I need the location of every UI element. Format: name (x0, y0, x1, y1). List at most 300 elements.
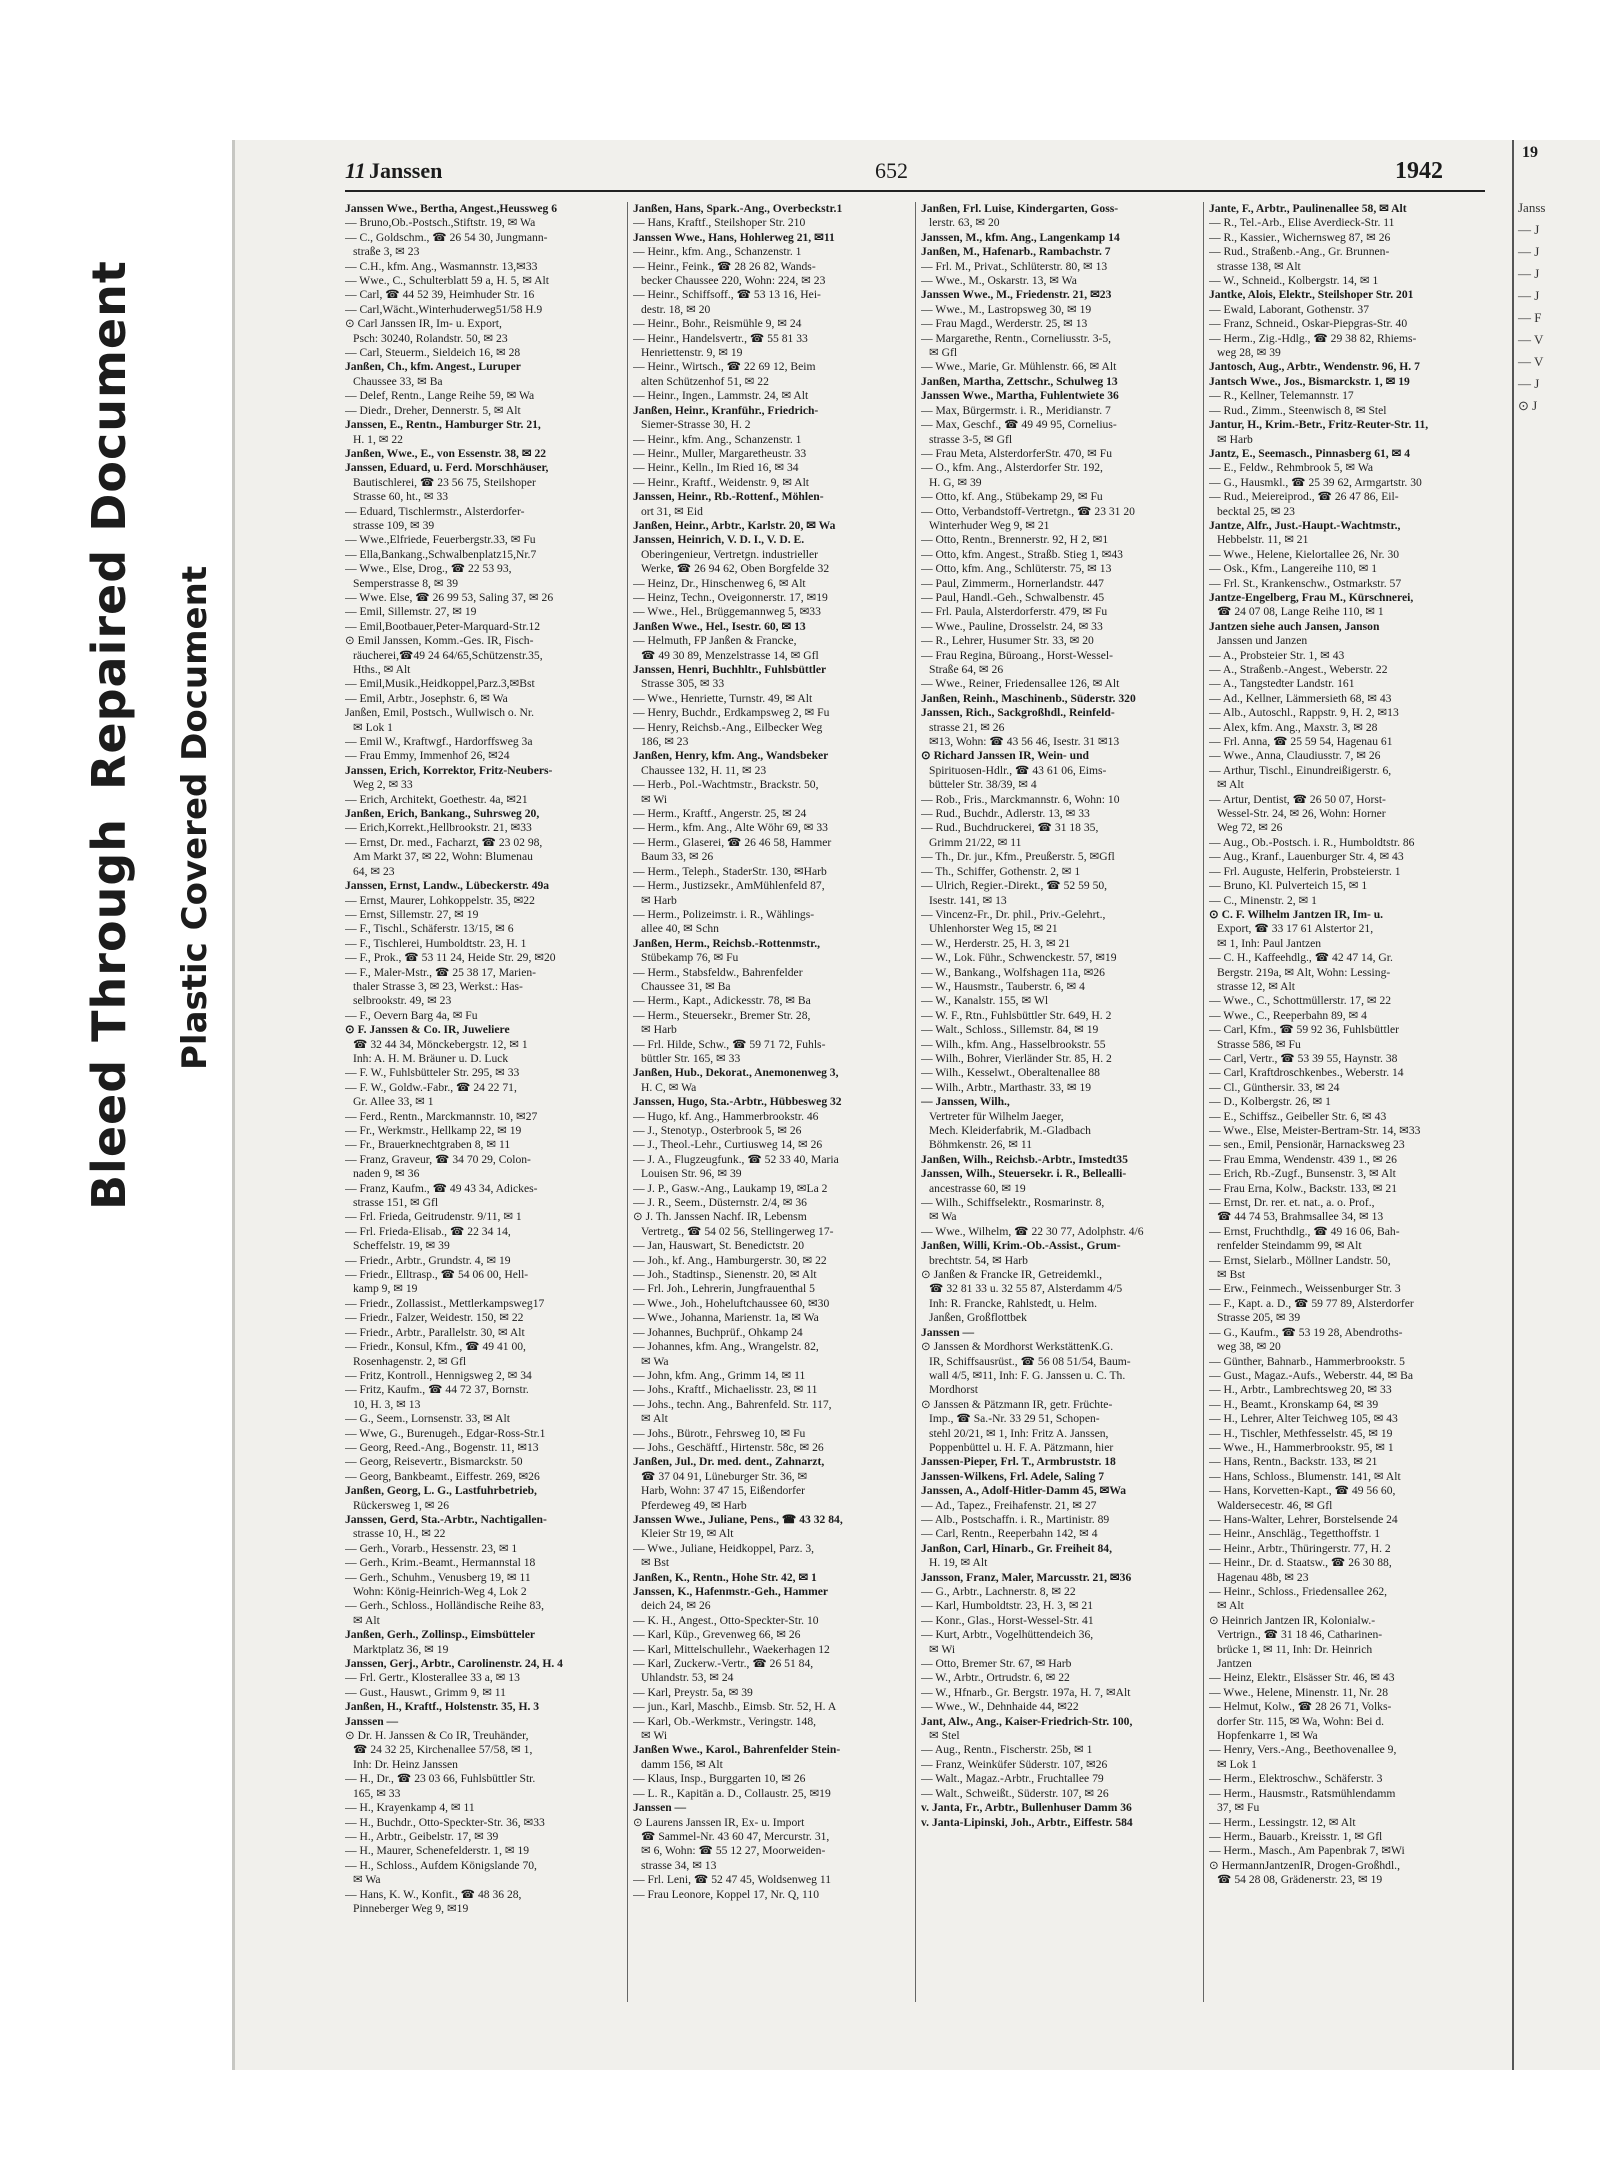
directory-entry-line: — Friedr., Elltrasp., ☎ 54 06 00, Hell- (345, 1268, 529, 1282)
directory-entry-line: strasse 151, ✉ Gfl (353, 1196, 439, 1210)
directory-entry-line: — Heinr., Arbtr., Thüringerstr. 77, H. 2 (1209, 1541, 1391, 1555)
directory-entry-line: — Kurt, Arbtr., Vogelhüttendeich 36, (921, 1628, 1094, 1642)
directory-entry-line: ⊙ Emil Janssen, Komm.-Ges. IR, Fisch- (345, 634, 534, 648)
condition-label-secondary: Plastic Covered Document (175, 565, 215, 1070)
directory-entry-line: ✉ Alt (1217, 778, 1244, 792)
page-surname-heading: Janssen (369, 158, 443, 183)
directory-entry-line: — C. H., Kaffeehdlg., ☎ 42 47 14, Gr. (1209, 951, 1393, 965)
directory-entry-line: selbrookstr. 49, ✉ 23 (353, 994, 452, 1008)
directory-entry-line: ⊙ Janßen & Francke IR, Getreidemkl., (921, 1268, 1102, 1282)
directory-entry-line: — R., Tel.-Arb., Elise Averdieck-Str. 11 (1209, 216, 1395, 230)
directory-entry-line: Janssen — (345, 1714, 399, 1728)
directory-entry-line: — Otto, kfm. Angest., Straßb. Stieg 1, ✉43 (921, 547, 1123, 561)
directory-entry-line: — Karl, Küp., Grevenweg 66, ✉ 26 (633, 1628, 801, 1642)
directory-entry-line: Vertreter für Wilhelm Jaeger, (929, 1109, 1064, 1123)
column-divider (1203, 202, 1204, 2002)
directory-entry-line: — A., Straßenb.-Angest., Weberstr. 22 (1209, 663, 1388, 676)
directory-entry-line: Jansson, Franz, Maler, Marcusstr. 21, ✉36 (921, 1570, 1132, 1584)
directory-entry-line: — Herm., Glaserei, ☎ 26 46 58, Hammer (633, 835, 832, 849)
directory-entry-line: — H., Maurer, Schenefelderstr. 1, ✉ 19 (345, 1844, 530, 1858)
directory-entry-line: — Otto, Rentn., Brennerstr. 92, H 2, ✉1 (921, 533, 1109, 547)
directory-entry-line: Bautischlerei, ☎ 23 56 75, Steilshoper (353, 475, 536, 489)
directory-entry-line: — Johannes, kfm. Ang., Wrangelstr. 82, (633, 1340, 819, 1354)
directory-entry-line: — Fr., Werkmstr., Hellkamp 22, ✉ 19 (345, 1124, 522, 1137)
directory-entry-line: — H., Dr., ☎ 23 03 66, Fuhlsbüttler Str. (345, 1772, 536, 1786)
directory-entry-line: 165, ✉ 33 (353, 1786, 401, 1800)
directory-entry-line: — W., Hausmstr., Tauberstr. 6, ✉ 4 (921, 979, 1085, 993)
directory-entry-line: — Ernst, Sielarb., Möllner Landstr. 50, (1209, 1253, 1391, 1267)
directory-entry-line: — C., Minenstr. 2, ✉ 1 (1209, 893, 1317, 907)
directory-entry-line: Janßen, Wilh., Reichsb.-Arbtr., Imstedt35 (921, 1152, 1128, 1166)
directory-entry-line: — L. R., Kapitän a. D., Collaustr. 25, ✉19 (633, 1786, 831, 1800)
directory-entry-line: Winterhuder Weg 9, ✉ 21 (929, 518, 1050, 532)
directory-entry-line: — F., Kapt. a. D., ☎ 59 77 89, Alsterdorfer (1209, 1296, 1414, 1310)
directory-entry-line: Janßen, Martha, Zettschr., Schulweg 13 (921, 374, 1118, 388)
directory-entry-line: Janssen Wwe., Bertha, Angest.,Heussweg 6 (345, 202, 558, 215)
directory-entry-line: — Wilh., Kesselwt., Oberaltenallee 88 (921, 1066, 1100, 1080)
directory-entry-line: — W., Schneid., Kolbergstr. 14, ✉ 1 (1209, 274, 1379, 288)
directory-entry-line: — Karl, Mittelschullehr., Waekerhagen 12 (633, 1642, 830, 1656)
directory-entry-line: — Aug., Ob.-Postsch. i. R., Humboldtstr. 86 (1209, 835, 1415, 849)
directory-entry-line: H. C, ✉ Wa (641, 1080, 697, 1094)
directory-entry-line: Jantzen siehe auch Jansen, Janson (1209, 619, 1380, 633)
directory-entry-line: strasse 138, ✉ Alt (1217, 259, 1301, 273)
directory-entry-line: Janssen-Pieper, Frl. T., Armbruststr. 18 (921, 1455, 1116, 1469)
directory-entry-line: — Karl, Ob.-Werkmstr., Veringstr. 148, (633, 1714, 817, 1728)
directory-entry-line: — Cl., Günthersir. 33, ✉ 24 (1209, 1080, 1340, 1094)
directory-entry-line: H. 19, ✉ Alt (929, 1556, 988, 1570)
directory-entry-line: — Ulrich, Regier.-Direkt., ☎ 52 59 50, (921, 879, 1108, 893)
directory-entry-line: — Frl. Hilde, Schw., ☎ 59 71 72, Fuhls- (633, 1037, 826, 1051)
directory-entry-line: — Wwe., Henriette, Turnstr. 49, ✉ Alt (633, 691, 813, 705)
directory-entry-line: — J. R., Seem., Düsternstr. 2/4, ✉ 36 (633, 1196, 807, 1210)
directory-entry-line: Janßen, Hans, Spark.-Ang., Overbeckstr.1 (633, 202, 843, 215)
directory-entry-line: — A., Probsteier Str. 1, ✉ 43 (1209, 648, 1345, 662)
directory-entry-line: weg 38, ✉ 20 (1217, 1340, 1281, 1354)
directory-entry-line: ✉ Gfl (929, 346, 958, 360)
directory-entry-line: — Friedr., Konsul, Kfm., ☎ 49 41 00, (345, 1340, 526, 1354)
directory-entry-line: Siemer-Strasse 30, H. 2 (641, 418, 751, 432)
directory-entry-line: ✉ Wa (641, 1354, 669, 1368)
directory-entry-line: Uhlandstr. 53, ✉ 24 (641, 1671, 734, 1685)
directory-entry-line: — Rob., Fris., Marckmannstr. 6, Wohn: 10 (921, 792, 1120, 806)
directory-entry-line: — Karl, Preystr. 5a, ✉ 39 (633, 1685, 753, 1699)
directory-entry-line: — Artur, Dentist, ☎ 26 50 07, Horst- (1209, 792, 1386, 806)
directory-entry-line: Wohn: König-Heinrich-Weg 4, Lok 2 (353, 1585, 527, 1598)
directory-entry-line: — Heinz, Elektr., Elsässer Str. 46, ✉ 43 (1209, 1671, 1395, 1685)
directory-entry-line: — Paul, Handl.-Geh., Schwalbenstr. 45 (921, 590, 1105, 604)
directory-entry-line: IR, Schiffsausrüst., ☎ 56 08 51/54, Baum- (929, 1354, 1131, 1368)
directory-entry-line: Janßen, K., Rentn., Hohe Str. 42, ✉ 1 (633, 1570, 817, 1584)
directory-entry-line: — Paul, Zimmerm., Hornerlandstr. 447 (921, 576, 1104, 590)
directory-entry-line: Henriettenstr. 9, ✉ 19 (641, 346, 743, 360)
directory-entry-line: — Heinr., Feink., ☎ 28 26 82, Wands- (633, 259, 816, 273)
directory-entry-line: ✉13, Wohn: ☎ 43 56 46, Isestr. 31 ✉13 (929, 735, 1120, 749)
directory-entry-line: — Wilh., Schiffselektr., Rosmarinstr. 8, (921, 1196, 1105, 1210)
directory-entry-line: — J. P., Gasw.-Ang., Laukamp 19, ✉La 2 (633, 1181, 828, 1195)
directory-entry-line: alten Schützenhof 51, ✉ 22 (641, 374, 769, 388)
adjacent-page-text: — J (1518, 222, 1540, 237)
directory-entry-line: — G., Arbtr., Lachnerstr. 8, ✉ 22 (921, 1585, 1076, 1598)
directory-column-3 (921, 202, 1177, 2022)
directory-entry-line: — Wilh., Bohrer, Vierländer Str. 85, H. 2 (921, 1051, 1112, 1065)
directory-entry-line: Jant, Alw., Ang., Kaiser-Friedrich-Str. 100, (921, 1714, 1133, 1728)
directory-entry-line: — Gust., Magaz.-Aufs., Weberstr. 44, ✉ Ba (1209, 1368, 1414, 1382)
directory-entry-line: — D., Kolbergstr. 26, ✉ 1 (1209, 1095, 1331, 1109)
directory-entry-line: Wessel-Str. 24, ✉ 26, Wohn: Horner (1217, 807, 1386, 821)
directory-entry-line: — Heinr., Kelln., Im Ried 16, ✉ 34 (633, 461, 799, 475)
directory-entry-line: Uhlenhorster Weg 15, ✉ 21 (929, 922, 1058, 936)
directory-entry-line: — Herb., Pol.-Wachtmstr., Brackstr. 50, (633, 778, 819, 792)
directory-entry-line: becker Chaussee 220, Wohn: 224, ✉ 23 (641, 274, 826, 288)
directory-entry-line: ⊙ J. Th. Janssen Nachf. IR, Lebensm (633, 1210, 807, 1224)
directory-entry-line: Janssen, E., Rentn., Hamburger Str. 21, (345, 418, 541, 432)
directory-entry-line: — Fr., Brauerknechtgraben 8, ✉ 11 (345, 1138, 511, 1152)
directory-entry-line: — Herm., Steuersekr., Bremer Str. 28, (633, 1008, 811, 1022)
directory-entry-line: — Franz, Weinküfer Süderstr. 107, ✉26 (921, 1757, 1108, 1771)
adjacent-page-number: 19 (1522, 144, 1538, 161)
directory-entry-line: Janssen, Rich., Sackgroßhdl., Reinfeld- (921, 706, 1115, 720)
directory-entry-line: — Friedr., Zollassist., Mettlerkampsweg17 (345, 1296, 545, 1310)
directory-entry-line: Rückersweg 1, ✉ 26 (353, 1498, 450, 1512)
directory-entry-line: — Konr., Glas., Horst-Wessel-Str. 41 (921, 1613, 1094, 1627)
directory-entry-line: strasse 21, ✉ 26 (929, 720, 1005, 734)
directory-entry-line: — Alex, kfm. Ang., Maxstr. 3, ✉ 28 (1209, 720, 1378, 734)
directory-entry-line: Janßen, Emil, Postsch., Wullwisch o. Nr. (345, 706, 534, 720)
directory-entry-line: — Herm., Teleph., StaderStr. 130, ✉Harb (633, 864, 827, 878)
directory-entry-line: — W., Bankang., Wolfshagen 11a, ✉26 (921, 965, 1105, 979)
directory-entry-line: Stübekamp 76, ✉ Fu (641, 951, 739, 965)
directory-entry-line: — Helmuth, FP Janßen & Francke, (633, 634, 797, 648)
directory-entry-line: — Carl, Rentn., Reeperbahn 142, ✉ 4 (921, 1527, 1098, 1541)
directory-entry-line: — Osk., Kfm., Langereihe 110, ✉ 1 (1209, 562, 1378, 576)
directory-entry-line: dorfer Str. 115, ✉ Wa, Wohn: Bei d. (1217, 1714, 1385, 1728)
directory-entry-line: Baum 33, ✉ 26 (641, 850, 714, 864)
directory-entry-line: brechtstr. 54, ✉ Harb (929, 1253, 1028, 1267)
directory-entry-line: — Ewald, Laborant, Gothenstr. 37 (1209, 302, 1370, 316)
directory-entry-line: ancestrasse 60, ✉ 19 (929, 1181, 1026, 1195)
directory-entry-line: — Frl. St., Krankenschw., Ostmarkstr. 57 (1209, 576, 1402, 590)
directory-entry-line: Janßen, Großflottbek (929, 1311, 1027, 1325)
directory-entry-line: — Frau Leonore, Koppel 17, Nr. Q, 110 (633, 1887, 820, 1901)
adjacent-page-text: — F (1518, 310, 1542, 325)
directory-entry-line: — Heinr., Handelsvertr., ☎ 55 81 33 (633, 331, 808, 345)
directory-entry-line: — F., Maler-Mstr., ☎ 25 38 17, Marien- (345, 965, 537, 979)
directory-entry-line: Janssen — (921, 1325, 975, 1339)
directory-entry-line: Mordhorst (929, 1383, 978, 1397)
column-divider (915, 202, 916, 2002)
directory-entry-line: — Wwe., Anna, Claudiusstr. 7, ✉ 26 (1209, 749, 1381, 763)
directory-entry-line: strasse 34, ✉ 13 (641, 1858, 717, 1872)
directory-entry-line: — C.H., kfm. Ang., Wasmannstr. 13,✉33 (345, 259, 538, 273)
directory-entry-line: — sen., Emil, Pensionär, Harnacksweg 23 (1209, 1138, 1405, 1152)
directory-entry-line: — Frau Erna, Kolw., Backstr. 133, ✉ 21 (1209, 1181, 1397, 1195)
directory-entry-line: Janssen Wwe., Martha, Fuhlentwiete 36 (921, 389, 1119, 403)
directory-entry-line: ☎ 37 04 91, Lüneburger Str. 36, ✉ (641, 1469, 808, 1483)
directory-entry-line: Hagenau 48b, ✉ 23 (1217, 1570, 1309, 1584)
directory-entry-line: deich 24, ✉ 26 (641, 1599, 711, 1613)
directory-entry-line: — Rud., Buchdruckerei, ☎ 31 18 35, (921, 821, 1099, 835)
directory-entry-line: — Herm., Polizeimstr. i. R., Wählings- (633, 907, 815, 921)
directory-entry-line: Janßen, Erich, Bankang., Suhrsweg 20, (345, 807, 540, 821)
directory-column-2 (633, 202, 889, 2022)
directory-entry-line: Janssen, Heinrich, V. D. I., V. D. E. (633, 533, 805, 547)
directory-entry-line: — Frl. Anna, ☎ 25 59 54, Hagenau 61 (1209, 735, 1393, 749)
directory-entry-line: ✉ Bst (641, 1556, 670, 1570)
directory-entry-line: — Herm., Masch., Am Papenbrak 7, ✉Wi (1209, 1844, 1405, 1858)
directory-entry-line: — Heinr., Schloss., Friedensallee 262, (1209, 1585, 1388, 1598)
directory-entry-line: ✉ Wi (929, 1642, 956, 1656)
directory-entry-line: ✉ Bst (1217, 1268, 1246, 1282)
directory-entry-line: ✉ Wi (641, 792, 668, 806)
directory-entry-line: Vertrign., ☎ 31 18 46, Catharinen- (1217, 1628, 1383, 1642)
directory-entry-line: Janssen, M., kfm. Ang., Langenkamp 14 (921, 230, 1120, 244)
directory-entry-line: — Hugo, kf. Ang., Hammerbrookstr. 46 (633, 1109, 819, 1123)
directory-year: 1942 (1395, 158, 1443, 184)
directory-entry-line: — K. H., Angest., Otto-Speckter-Str. 10 (633, 1613, 819, 1627)
adjacent-page-text: — V (1518, 332, 1544, 347)
directory-entry-line: Oberingenieur, Vertretgn. industrieller (641, 547, 819, 561)
directory-entry-line: — Frl. Paula, Alsterdorferstr. 479, ✉ Fu (921, 605, 1108, 619)
directory-entry-line: — Herm., Kraftf., Angerstr. 25, ✉ 24 (633, 807, 807, 821)
directory-entry-line: — Heinr., Dr. d. Staatsw., ☎ 26 30 88, (1209, 1556, 1392, 1570)
directory-entry-line: — Henry, Vers.-Ang., Beethovenallee 9, (1209, 1743, 1397, 1757)
directory-entry-line: Inh: Dr. Heinz Janssen (353, 1757, 458, 1771)
directory-entry-line: — Wwe., Juliane, Heidkoppel, Parz. 3, (633, 1541, 815, 1555)
directory-entry-line: — Gerh., Schloss., Holländische Reihe 83, (345, 1599, 544, 1613)
directory-entry-line: — F., Prok., ☎ 53 11 24, Heide Str. 29, ✉20 (345, 951, 556, 965)
directory-entry-line: Janßen, Heinr., Arbtr., Karlstr. 20, ✉ Wa (633, 518, 836, 532)
directory-entry-line: Pinneberger Weg 9, ✉19 (353, 1901, 469, 1915)
directory-entry-line: — Ernst, Fruchthdlg., ☎ 49 16 06, Bah- (1209, 1224, 1400, 1238)
directory-entry-line: — Bruno, Kl. Pulverteich 15, ✉ 1 (1209, 879, 1368, 893)
adjacent-page-text: ⊙ J (1518, 398, 1538, 413)
directory-entry-line: ✉ Harb (1217, 432, 1253, 446)
directory-entry-line: — Franz, Graveur, ☎ 34 70 29, Colon- (345, 1152, 531, 1166)
directory-entry-line: ⊙ Dr. H. Janssen & Co IR, Treuhänder, (345, 1729, 529, 1743)
directory-entry-line: — Heinr., kfm. Ang., Schanzenstr. 1 (633, 432, 802, 446)
directory-entry-line: Jantke, Alois, Elektr., Steilshoper Str. 201 (1209, 288, 1414, 302)
directory-entry-line: — Franz, Schneid., Oskar-Piepgras-Str. 40 (1209, 317, 1408, 331)
directory-entry-line: — Johs., techn. Ang., Bahrenfeld. Str. 117, (633, 1397, 832, 1411)
directory-entry-line: Inh: R. Francke, Rahlstedt, u. Helm. (929, 1296, 1098, 1310)
directory-entry-line: — W., Kanalstr. 155, ✉ Wl (921, 994, 1049, 1008)
directory-entry-line: Rosenhagenstr. 2, ✉ Gfl (353, 1354, 467, 1368)
directory-entry-line: — Aug., Rentn., Fischerstr. 25b, ✉ 1 (921, 1743, 1093, 1757)
directory-entry-line: Strasse 305, ✉ 33 (641, 677, 725, 691)
directory-entry-line: — Ad., Kellner, Lämmersieth 68, ✉ 43 (1209, 691, 1392, 705)
directory-entry-line: — H., Tischler, Methfesselstr. 45, ✉ 19 (1209, 1426, 1393, 1440)
directory-entry-line: — Herm., Lessingstr. 12, ✉ Alt (1209, 1815, 1356, 1829)
directory-entry-line: allee 40, ✉ Schn (641, 922, 719, 936)
directory-entry-line: — Henry, Buchdr., Erdkampsweg 2, ✉ Fu (633, 706, 830, 720)
directory-entry-line: — Heinr., Anschläg., Tegetthoffstr. 1 (1209, 1527, 1381, 1541)
directory-entry-line: — J. A., Flugzeugfunk., ☎ 52 33 40, Maria (633, 1152, 839, 1166)
directory-entry-line: Janssen, Heinr., Rb.-Rottenf., Möhlen- (633, 490, 824, 504)
directory-entry-line: — Heinr., Kraftf., Weidenstr. 9, ✉ Alt (633, 475, 810, 489)
directory-entry-line: — H., Buchdr., Otto-Speckter-Str. 36, ✉33 (345, 1815, 545, 1829)
directory-entry-line: Janßen, Jul., Dr. med. dent., Zahnarzt, (633, 1455, 825, 1469)
directory-entry-line: — Heinr., Bohr., Reismühle 9, ✉ 24 (633, 317, 802, 331)
directory-entry-line: Werke, ☎ 26 94 62, Oben Borgfelde 32 (641, 562, 830, 576)
directory-entry-line: bütteler Str. 38/39, ✉ 4 (929, 778, 1037, 792)
adjacent-page-text: Janss (1518, 200, 1546, 215)
directory-entry-line: — Klaus, Insp., Burggarten 10, ✉ 26 (633, 1772, 806, 1786)
directory-entry-line: — Frau Magd., Werderstr. 25, ✉ 13 (921, 317, 1088, 331)
directory-entry-line: ☎ 54 28 08, Grädenerstr. 23, ✉ 19 (1217, 1873, 1383, 1887)
directory-entry-line: — Max, Geschf., ☎ 49 49 95, Cornelius- (921, 418, 1117, 432)
directory-entry-line: Chaussee 33, ✉ Ba (353, 374, 443, 388)
directory-entry-line: — Frl. Frieda, Geitrudenstr. 9/11, ✉ 1 (345, 1210, 522, 1224)
directory-entry-line: — Aug., Kranf., Lauenburger Str. 4, ✉ 43 (1209, 850, 1404, 864)
directory-entry-line: — Franz, Kaufm., ☎ 49 43 34, Adickes- (345, 1181, 538, 1195)
directory-entry-line: — Frau Regina, Büroang., Horst-Wessel- (921, 648, 1113, 662)
directory-entry-line: — Friedr., Arbtr., Parallelstr. 30, ✉ Alt (345, 1325, 525, 1339)
directory-entry-line: ort 31, ✉ Eid (641, 504, 703, 518)
directory-entry-line: Hebbelstr. 11, ✉ 21 (1217, 533, 1309, 547)
directory-entry-line: — Carl,Wächt.,Winterhuderweg51/58 H.9 (345, 302, 543, 316)
directory-entry-line: — Hans, K. W., Konfit., ☎ 48 36 28, (345, 1887, 522, 1901)
directory-entry-line: — Hans, Schloss., Blumenstr. 141, ✉ Alt (1209, 1469, 1401, 1483)
directory-entry-line: — Janssen, Wilh., (921, 1095, 1010, 1109)
directory-entry-line: Jantze-Engelberg, Frau M., Kürschnerei, (1209, 590, 1414, 604)
directory-entry-line: — Ernst, Dr. rer. et. nat., a. o. Prof., (1209, 1196, 1375, 1210)
directory-entry-line: Janßen Wwe., Hel., Isestr. 60, ✉ 13 (633, 619, 806, 633)
directory-entry-line: — Joh., Stadtinsp., Sienenstr. 20, ✉ Alt (633, 1268, 817, 1282)
directory-entry-line: — Karl, Humboldtstr. 23, H. 3, ✉ 21 (921, 1599, 1094, 1613)
adjacent-page-text: — J (1518, 376, 1540, 391)
directory-entry-line: — Friedr., Arbtr., Grundstr. 4, ✉ 19 (345, 1253, 511, 1267)
directory-entry-line: destr. 18, ✉ 20 (641, 302, 711, 316)
directory-entry-line: Chaussee 31, ✉ Ba (641, 979, 731, 993)
directory-entry-line: — Carl, Kraftdroschkenbes., Weberstr. 14 (1209, 1066, 1404, 1080)
directory-entry-line: — Rud., Buchdr., Adlerstr. 13, ✉ 33 (921, 807, 1090, 821)
directory-entry-line: Poppenbüttel u. H. F. A. Pätzmann, hier (929, 1440, 1114, 1454)
directory-entry-line: ☎ 32 81 33 u. 32 55 87, Alsterdamm 4/5 (929, 1282, 1123, 1296)
directory-entry-line: — G., Seem., Lornsenstr. 33, ✉ Alt (345, 1412, 510, 1426)
directory-entry-line: Jante, F., Arbtr., Paulinenallee 58, ✉ Alt (1209, 202, 1407, 215)
directory-entry-line: — Carl, ☎ 44 52 39, Heimhuder Str. 16 (345, 288, 535, 302)
directory-entry-line: Jantur, H., Krim.-Betr., Fritz-Reuter-Str. 11, (1209, 418, 1429, 432)
directory-entry-line: Waldersecestr. 46, ✉ Gfl (1217, 1498, 1333, 1512)
directory-entry-line: — Walt., Schweißt., Süderstr. 107, ✉ 26 (921, 1786, 1109, 1800)
directory-entry-line: — Max, Bürgermstr. i. R., Meridianstr. 7 (921, 403, 1111, 417)
directory-entry-line: — Herm., Justizsekr., AmMühlenfeld 87, (633, 879, 825, 893)
directory-entry-line: — Rud., Zimm., Steenwisch 8, ✉ Stel (1209, 403, 1387, 417)
directory-entry-line: — Wwe., Marie, Gr. Mühlenstr. 66, ✉ Alt (921, 360, 1117, 374)
directory-entry-line: — Emil,Bootbauer,Peter-Marquard-Str.12 (345, 619, 541, 633)
directory-entry-line: Isestr. 141, ✉ 13 (929, 893, 1007, 907)
directory-entry-line: — Georg, Reisevertr., Bismarckstr. 50 (345, 1455, 523, 1469)
directory-entry-line: — H., Arbtr., Lambrechtsweg 20, ✉ 33 (1209, 1383, 1392, 1397)
directory-entry-line: — Frl. Frieda-Elisab., ☎ 22 34 14, (345, 1224, 511, 1238)
directory-entry-line: — Th., Schiffer, Gothenstr. 2, ✉ 1 (921, 864, 1081, 878)
directory-entry-line: — Emil W., Kraftwgf., Hardorffsweg 3a (345, 735, 533, 749)
directory-entry-line: brücke 1, ✉ 11, Inh: Dr. Heinrich (1217, 1642, 1373, 1656)
directory-entry-line: — Jan, Hauswart, St. Benedictstr. 20 (633, 1239, 804, 1253)
directory-entry-line: — Herm., kfm. Ang., Alte Wöhr 69, ✉ 33 (633, 821, 828, 835)
directory-entry-line: räucherei,☎49 24 64/65,Schützenstr.35, (353, 648, 543, 662)
directory-entry-line: Janßen, Gerh., Zollinsp., Eimsbütteler (345, 1628, 536, 1642)
page-number: 652 (875, 158, 908, 183)
directory-entry-line: Janssen, Gerj., Arbtr., Carolinenstr. 24, H. 4 (345, 1657, 563, 1671)
directory-entry-line: — Frl. Leni, ☎ 52 47 45, Woldsenweg 11 (633, 1873, 832, 1887)
directory-entry-line: — Diedr., Dreher, Dennerstr. 5, ✉ Alt (345, 403, 521, 417)
directory-entry-line: — W., Lok. Führ., Schwenckestr. 57, ✉19 (921, 951, 1117, 965)
directory-entry-line: Jantosch, Aug., Arbtr., Wendenstr. 96, H. 7 (1209, 360, 1420, 374)
directory-entry-line: — F. W., Goldw.-Fabr., ☎ 24 22 71, (345, 1080, 517, 1094)
page-header (345, 158, 1485, 188)
directory-entry-line: — Frl. Gertr., Klosterallee 33 a, ✉ 13 (345, 1671, 520, 1685)
directory-entry-line: — Henry, Reichsb.-Ang., Eilbecker Weg (633, 720, 823, 734)
directory-entry-line: — Wwe. Else, ☎ 26 99 53, Saling 37, ✉ 26 (345, 590, 554, 604)
directory-entry-line: — Günther, Bahnarb., Hammerbrookstr. 5 (1209, 1354, 1405, 1368)
directory-entry-line: Janßen, Herm., Reichsb.-Rottenmstr., (633, 936, 820, 950)
adjacent-page-text: — J (1518, 288, 1540, 303)
directory-entry-line: Janssen — (633, 1801, 687, 1815)
directory-entry-line: v. Janta-Lipinski, Joh., Arbtr., Eiffestr. 584 (921, 1815, 1133, 1829)
directory-entry-line: — W., Herderstr. 25, H. 3, ✉ 21 (921, 936, 1071, 950)
directory-entry-line: — Fritz, Kaufm., ☎ 44 72 37, Bornstr. (345, 1383, 529, 1397)
directory-entry-line: — H., Lehrer, Alter Teichweg 105, ✉ 43 (1209, 1412, 1398, 1426)
directory-entry-line: Strasse 586, ✉ Fu (1217, 1037, 1301, 1051)
directory-entry-line: Janssen und Janzen (1217, 634, 1308, 648)
directory-entry-line: — Ernst, Sillemstr. 27, ✉ 19 (345, 907, 479, 921)
directory-entry-line: — Herm., Hausmstr., Ratsmühlendamm (1209, 1786, 1396, 1800)
directory-entry-line: — Rud., Meiereiprod., ☎ 26 47 86, Eil- (1209, 490, 1399, 504)
directory-entry-line: — Wwe., C., Schulterblatt 59 a, H. 5, ✉ Alt (345, 274, 549, 288)
directory-entry-line: ✉ Harb (641, 893, 677, 907)
directory-entry-line: Straße 64, ✉ 26 (929, 663, 1004, 676)
directory-entry-line: Janßen, Reinh., Maschinenb., Süderstr. 320 (921, 691, 1136, 705)
directory-entry-line: Hopfenkarre 1, ✉ Wa (1217, 1729, 1318, 1743)
directory-entry-line: Janßen, M., Hafenarb., Rambachstr. 7 (921, 245, 1111, 259)
directory-entry-line: Vertretg., ☎ 54 02 56, Stellingerweg 17- (641, 1224, 834, 1238)
directory-entry-line: H. G, ✉ 39 (929, 475, 982, 489)
directory-entry-line: — Hans, Kraftf., Steilshoper Str. 210 (633, 216, 806, 230)
directory-entry-line: damm 156, ✉ Alt (641, 1757, 723, 1771)
directory-entry-line: ✉ Wa (929, 1210, 957, 1224)
directory-entry-line: — Wwe., Else, Drog., ☎ 22 53 93, (345, 562, 512, 576)
directory-entry-line: ☎ Sammel-Nr. 43 60 47, Mercurstr. 31, (641, 1829, 830, 1843)
directory-entry-line: — Wwe, G., Burenugeh., Edgar-Ross-Str.1 (345, 1426, 546, 1440)
directory-entry-line: — Herm., Kapt., Adickesstr. 78, ✉ Ba (633, 994, 811, 1008)
condition-label-primary: Bleed ThroughRepaired Document (82, 260, 136, 1210)
directory-entry-line: Janssen, Erich, Korrektor, Fritz-Neubers- (345, 763, 553, 777)
directory-entry-line: wall 4/5, ✉11, Inh: F. G. Janssen u. C. Th. (929, 1368, 1126, 1382)
directory-entry-line: — Wwe., Joh., Hoheluftchaussee 60, ✉30 (633, 1296, 830, 1310)
directory-entry-line: — Wwe., H., Hammerbrookstr. 95, ✉ 1 (1209, 1440, 1394, 1454)
directory-entry-line: ✉ 1, Inh: Paul Jantzen (1217, 936, 1322, 950)
directory-entry-line: — Gerh., Schuhm., Venusberg 19, ✉ 11 (345, 1570, 531, 1584)
directory-entry-line: strasse 3-5, ✉ Gfl (929, 432, 1013, 446)
directory-entry-line: Jantsch Wwe., Jos., Bismarckstr. 1, ✉ 19 (1209, 374, 1410, 388)
directory-entry-line: ⊙ Janssen & Mordhorst WerkstättenK.G. (921, 1340, 1114, 1354)
directory-entry-line: — Heinr., Ingen., Lammstr. 24, ✉ Alt (633, 389, 809, 403)
directory-entry-line: — Ad., Tapez., Freihafenstr. 21, ✉ 27 (921, 1498, 1097, 1512)
directory-entry-line: Gr. Allee 33, ✉ 1 (353, 1095, 434, 1109)
directory-entry-line: Janssen, Ernst, Landw., Lübeckerstr. 49a (345, 879, 550, 893)
directory-entry-line: Janßen, Wwe., E., von Essenstr. 38, ✉ 22 (345, 446, 547, 460)
directory-entry-line: — H., Beamt., Kronskamp 64, ✉ 39 (1209, 1397, 1379, 1411)
directory-entry-line: ⊙ Carl Janssen IR, Im- u. Export, (345, 317, 502, 331)
directory-entry-line: — Wwe., Reiner, Friedensallee 126, ✉ Alt (921, 677, 1120, 691)
directory-entry-line: Janßen, Henry, kfm. Ang., Wandsbeker (633, 749, 829, 763)
directory-entry-line: ✉ Lok 1 (1217, 1757, 1257, 1771)
directory-column-4 (1209, 202, 1465, 2022)
directory-entry-line: Psch: 30240, Rolandstr. 50, ✉ 23 (353, 331, 508, 345)
directory-entry-line: thaler Strasse 3, ✉ 23, Werkst.: Has- (353, 979, 523, 993)
